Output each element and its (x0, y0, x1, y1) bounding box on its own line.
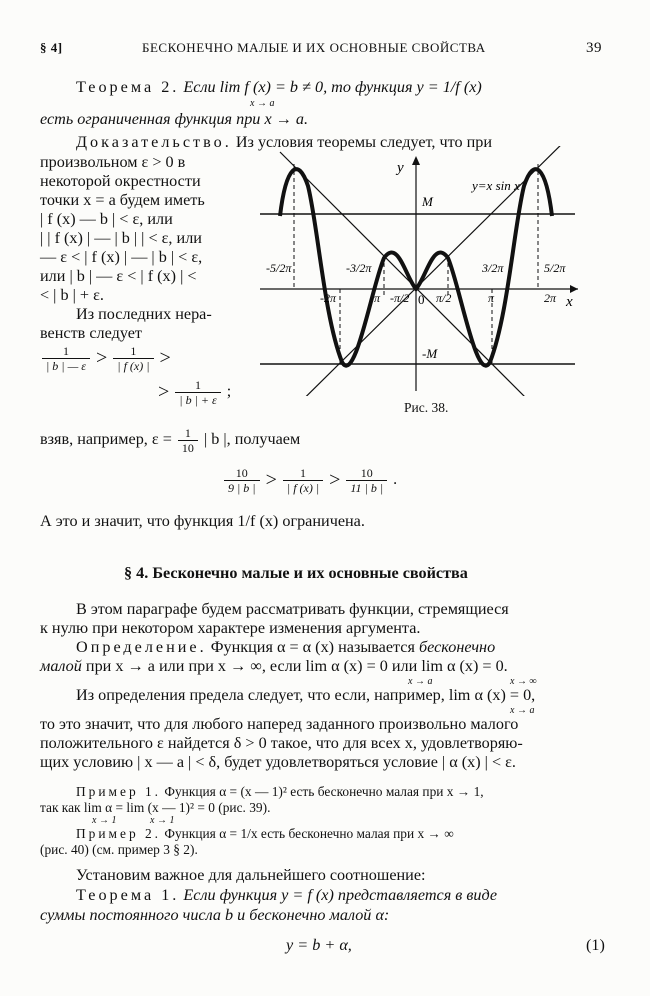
proof-line-7: или | b | — ε < | f (x) | < (40, 267, 197, 285)
eps-frac (178, 426, 198, 455)
tick-pi2: π/2 (436, 291, 452, 305)
tick-mpi: -π (370, 291, 381, 305)
theorem1-line1 (76, 886, 497, 905)
para2-sub: x → a (510, 705, 535, 716)
frac-3-num: 1 (195, 378, 201, 392)
frac-5 (283, 466, 323, 495)
definition-term-2: малой (40, 657, 82, 675)
proof-line-2: некоторой окрестности (40, 172, 201, 190)
theorem2-label: Теорема 2. (76, 78, 180, 96)
frac-1-num: 1 (63, 344, 69, 358)
proof-line-6: — ε < | f (x) | — | b | < ε, (40, 248, 203, 266)
proof-line-1: произвольном ε > 0 в (40, 153, 186, 171)
tick-m52pi: -5/2π (266, 261, 292, 275)
figure-caption: Рис. 38. (404, 400, 449, 415)
running-title: БЕСКОНЕЧНО МАЛЫЕ И ИХ ОСНОВНЫЕ СВОЙСТВА (142, 40, 486, 55)
section-para2-l2: то это значит, что для любого наперед заданного произвольно малого (40, 715, 519, 733)
ending-para: Установим важное для дальнейшего соотношение: (76, 866, 426, 884)
tick-2pi: 2π (544, 291, 557, 305)
frac-1 (42, 344, 90, 373)
ex1-sub1: x → 1 (92, 815, 117, 826)
eps-num: 1 (184, 426, 191, 440)
gt-sign: > (159, 347, 171, 369)
taking-epsilon-line (40, 426, 300, 455)
origin-label: 0 (418, 292, 425, 307)
section-para2-l1: Из определения предела следует, что если, например, lim α (x) = 0, (76, 686, 536, 704)
frac-4 (224, 466, 260, 495)
proof-label: Доказательство. (76, 133, 232, 151)
gt-sign: > (158, 381, 170, 403)
eps-tail: | b |, получаем (203, 430, 301, 449)
frac-2-den: | f (x) | (113, 358, 153, 373)
section-para2-l3: положительного ε найдется δ > 0 такое, что для всех x, удовлетворяю- (40, 734, 523, 752)
y-axis-arrow (412, 156, 420, 165)
fraction-chain-2: $\frac{10}{9 | b |}$ > $\frac{1}{| f (x) |}$ > $\frac{10}{11 | b |}$ . (222, 466, 397, 495)
proof-line-3: точки x = a будем иметь (40, 191, 205, 209)
definition-text-2: при x → a или при x → ∞, если lim α (x) = 0 или lim α (x) = 0. (85, 657, 508, 675)
page-number: 39 (586, 40, 602, 56)
theorem2-lim-sub: x → a (250, 98, 275, 109)
m-label: M (422, 194, 433, 209)
frac-6 (346, 466, 387, 495)
example1-line2: так как lim α = lim (x — 1)² = 0 (рис. 39). (40, 800, 271, 815)
ex1-sub2: x → 1 (150, 815, 175, 826)
proof-line-5: | | f (x) | — | b | | < ε, или (40, 229, 202, 247)
frac-6-num: 10 (360, 466, 373, 480)
proof-from-ineq-2: венств следует (40, 324, 142, 342)
example1-line1 (76, 784, 484, 800)
gt-sign: > (96, 347, 108, 369)
theorem1-text-1: Если функция y = f (x) представляется в виде (183, 886, 498, 904)
frac-1-den: | b | — ε (42, 358, 90, 373)
section-para2-l4: щих условию | x — a | < δ, будет удовлетворяться условие | α (x) | < ε. (40, 753, 516, 771)
frac-2-num: 1 (130, 344, 137, 358)
definition-line2 (40, 657, 508, 676)
frac-4-den: 9 | b | (224, 480, 260, 495)
tick-pi: π (488, 291, 495, 305)
def-sub-inf: x → ∞ (510, 676, 537, 687)
frac-3-den: | b | + ε (175, 392, 220, 407)
proof-conclusion: А это и значит, что функция 1/f (x) ограничена. (40, 512, 365, 530)
frac-5-num: 1 (300, 466, 307, 480)
formula-1: y = b + α, (286, 936, 352, 954)
taking-text: взяв, например, ε = (40, 430, 172, 449)
example1-text: Функция α = (x — 1)² есть бесконечно малая при x → 1, (164, 784, 484, 799)
neg-m-label: -M (422, 346, 438, 361)
fraction-chain-1 (40, 344, 171, 373)
tick-m2pi: -2π (320, 291, 337, 305)
equation-number: (1) (586, 936, 605, 954)
theorem2-statement: Если lim f (x) = b ≠ 0, то функция y = 1/f (x) (183, 78, 482, 96)
frac-2 (113, 344, 153, 373)
tick-p52pi: 5/2π (544, 261, 566, 275)
proof-line-8: < | b | + ε. (40, 286, 104, 304)
frac-3 (175, 378, 220, 407)
theorem1-line2: суммы постоянного числа b и бесконечно малой α: (40, 906, 390, 924)
proof-line-4: | f (x) — b | < ε, или (40, 210, 173, 228)
header-section-mark: § 4] (40, 40, 63, 55)
example1-label: Пример 1. (76, 784, 162, 799)
frac-6-den: 11 | b | (346, 480, 387, 495)
proof-intro: Из условия теоремы следует, что при (235, 133, 493, 151)
eps-den: 10 (178, 440, 198, 455)
proof-from-ineq-1: Из последних нера- (76, 305, 212, 323)
example2-text: Функция α = 1/x есть бесконечно малая при x → ∞ (164, 826, 454, 841)
example2-line2: (рис. 40) (см. пример 3 § 2). (40, 842, 198, 857)
y-axis-label: y (397, 160, 404, 176)
x-axis-label: x (566, 294, 573, 310)
tick-mpi2: -π/2 (390, 291, 410, 305)
section-para1-l2: к нулю при некотором характере изменения аргумента. (40, 619, 421, 637)
definition-term-1: бесконечно (418, 638, 496, 656)
example2-line1 (76, 826, 454, 842)
gt-sign: > (329, 469, 341, 491)
gt-sign: > (265, 469, 277, 491)
theorem2-line1 (76, 78, 482, 97)
theorem2-line2: есть ограниченная функция при x → a. (40, 110, 309, 128)
section-para1-l1: В этом параграфе будем рассматривать функции, стремящиеся (76, 600, 509, 618)
theorem1-label: Теорема 1. (76, 886, 180, 904)
tick-p32pi: 3/2π (482, 261, 504, 275)
figure-38 (250, 146, 590, 396)
definition-text-1: Функция α = α (x) называется (210, 638, 415, 656)
def-sub-a: x → a (408, 676, 433, 687)
frac-4-num: 10 (235, 466, 248, 480)
definition-label: Определение. (76, 638, 207, 656)
definition-line1 (76, 638, 495, 657)
curve-label: y=x sin x (472, 178, 520, 193)
section-title: § 4. Бесконечно малые и их основные свойства (124, 564, 468, 582)
fraction-chain-1b: > $\frac{1}{| b | + \varepsilon}$ ; (158, 378, 232, 407)
tick-m32pi: -3/2π (346, 261, 372, 275)
example2-label: Пример 2. (76, 826, 162, 841)
x-axis-arrow (570, 285, 578, 293)
frac-5-den: | f (x) | (283, 480, 323, 495)
